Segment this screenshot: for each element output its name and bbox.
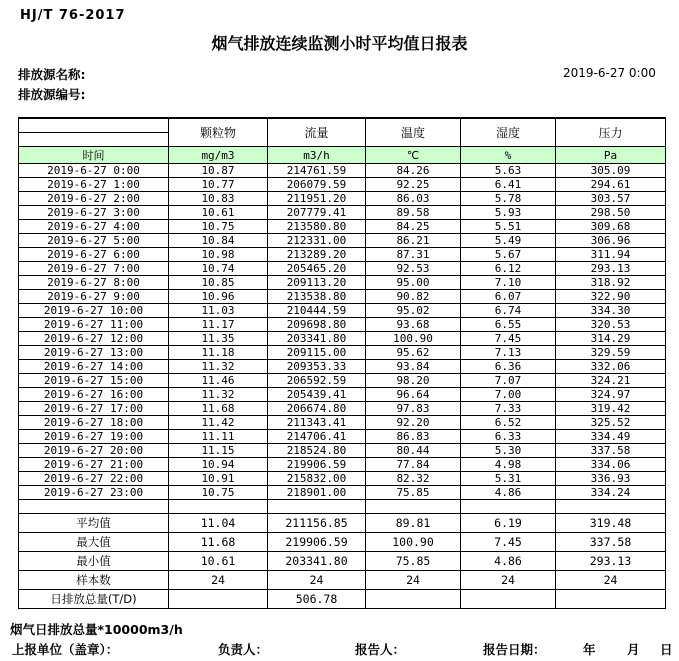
cell-pm: 10.83 (169, 192, 268, 206)
cell-time: 2019-6-27 19:00 (19, 430, 169, 444)
cell-pm: 24 (169, 571, 268, 590)
table-row (19, 402, 666, 416)
cell-time: 2019-6-27 0:00 (19, 164, 169, 178)
table-row (19, 444, 666, 458)
cell-humidity: 7.00 (461, 388, 556, 402)
table-row (19, 458, 666, 472)
cell-flow: 219906.59 (268, 458, 366, 472)
table-row (19, 332, 666, 346)
report-datetime: 2019-6-27 0:00 (563, 66, 656, 80)
cell-flow: 203341.80 (268, 332, 366, 346)
table-row (19, 304, 666, 318)
cell-pm: 11.68 (169, 533, 268, 552)
year-label: 年 (583, 642, 596, 657)
cell-pressure: 337.58 (556, 533, 666, 552)
cell-pressure: 305.09 (556, 164, 666, 178)
cell-temp: 95.02 (366, 304, 461, 318)
month-label: 月 (627, 642, 640, 657)
summary-row (19, 590, 666, 609)
table-row (19, 430, 666, 444)
table-row (19, 346, 666, 360)
spacer-row (19, 500, 666, 514)
table-row (19, 472, 666, 486)
cell-time: 2019-6-27 5:00 (19, 234, 169, 248)
cell-pressure: 303.57 (556, 192, 666, 206)
cell-humidity: 7.13 (461, 346, 556, 360)
header-row-top (19, 118, 666, 133)
cell-humidity: 6.74 (461, 304, 556, 318)
cell-flow: 506.78 (268, 590, 366, 609)
cell-flow: 218901.00 (268, 486, 366, 500)
cell-pm: 10.61 (169, 552, 268, 571)
col-header-temp: 温度 (366, 118, 461, 147)
cell-pm: 11.04 (169, 514, 268, 533)
report-table (18, 117, 666, 609)
cell-humidity: 6.12 (461, 262, 556, 276)
cell-pressure: 306.96 (556, 234, 666, 248)
source-name-label: 排放源名称: (18, 67, 86, 82)
summary-row (19, 552, 666, 571)
cell-humidity: 6.19 (461, 514, 556, 533)
cell-humidity: 6.52 (461, 416, 556, 430)
cell-humidity: 5.67 (461, 248, 556, 262)
cell-pm: 11.42 (169, 416, 268, 430)
cell-temp: 92.53 (366, 262, 461, 276)
cell-flow: 213580.80 (268, 220, 366, 234)
cell-temp: 24 (366, 571, 461, 590)
cell-temp: 86.83 (366, 430, 461, 444)
cell-flow: 205439.41 (268, 388, 366, 402)
summary-rows (19, 514, 666, 609)
cell-pm: 10.84 (169, 234, 268, 248)
cell-pm: 11.35 (169, 332, 268, 346)
cell-pm: 11.17 (169, 318, 268, 332)
table-row (19, 234, 666, 248)
cell-humidity: 5.78 (461, 192, 556, 206)
cell-time: 2019-6-27 21:00 (19, 458, 169, 472)
col-header-flow: 流量 (268, 118, 366, 147)
cell-pressure: 314.29 (556, 332, 666, 346)
cell-pressure: 319.42 (556, 402, 666, 416)
cell-time: 2019-6-27 3:00 (19, 206, 169, 220)
cell-time: 2019-6-27 10:00 (19, 304, 169, 318)
summary-label: 日排放总量(T/D) (19, 590, 169, 609)
cell-pm: 11.03 (169, 304, 268, 318)
unit-humidity: % (461, 147, 556, 164)
cell-pressure: 332.06 (556, 360, 666, 374)
cell-pressure: 293.13 (556, 552, 666, 571)
unit-flow: m3/h (268, 147, 366, 164)
table-row (19, 486, 666, 500)
cell-pressure: 294.61 (556, 178, 666, 192)
cell-pm: 11.11 (169, 430, 268, 444)
summary-label: 最大值 (19, 533, 169, 552)
cell-time: 2019-6-27 12:00 (19, 332, 169, 346)
cell-temp: 92.25 (366, 178, 461, 192)
cell-time: 2019-6-27 13:00 (19, 346, 169, 360)
cell-pm: 11.15 (169, 444, 268, 458)
col-header-pm: 颗粒物 (169, 118, 268, 147)
cell-temp: 89.81 (366, 514, 461, 533)
cell-flow: 211951.20 (268, 192, 366, 206)
cell-temp: 87.31 (366, 248, 461, 262)
cell-pressure: 298.50 (556, 206, 666, 220)
cell-humidity: 6.55 (461, 318, 556, 332)
cell-humidity: 5.93 (461, 206, 556, 220)
report-date-label: 报告日期： (483, 642, 546, 657)
cell-pm: 11.46 (169, 374, 268, 388)
cell-pressure: 311.94 (556, 248, 666, 262)
cell-time: 2019-6-27 6:00 (19, 248, 169, 262)
cell-time: 2019-6-27 9:00 (19, 290, 169, 304)
cell-flow: 213289.20 (268, 248, 366, 262)
cell-temp: 75.85 (366, 552, 461, 571)
cell-temp: 90.82 (366, 290, 461, 304)
cell-humidity: 4.86 (461, 552, 556, 571)
cell-time: 2019-6-27 18:00 (19, 416, 169, 430)
cell-flow: 215832.00 (268, 472, 366, 486)
cell-pm: 10.85 (169, 276, 268, 290)
table-row (19, 164, 666, 178)
cell-temp: 84.25 (366, 220, 461, 234)
cell-flow: 206592.59 (268, 374, 366, 388)
cell-flow: 24 (268, 571, 366, 590)
table-row (19, 360, 666, 374)
cell-humidity: 7.45 (461, 533, 556, 552)
source-id-label: 排放源编号: (18, 87, 86, 102)
standard-code: HJ/T 76-2017 (20, 8, 126, 23)
cell-temp: 100.90 (366, 533, 461, 552)
cell-flow: 211156.85 (268, 514, 366, 533)
cell-pm: 10.87 (169, 164, 268, 178)
cell-temp: 95.62 (366, 346, 461, 360)
cell-temp: 86.21 (366, 234, 461, 248)
cell-pm: 10.96 (169, 290, 268, 304)
cell-flow: 219906.59 (268, 533, 366, 552)
total-emission-note: 烟气日排放总量*10000m3/h (10, 622, 183, 637)
data-rows (19, 164, 666, 500)
cell-pressure: 336.93 (556, 472, 666, 486)
cell-time: 2019-6-27 7:00 (19, 262, 169, 276)
cell-flow: 209113.20 (268, 276, 366, 290)
table-row (19, 206, 666, 220)
cell-humidity: 7.33 (461, 402, 556, 416)
cell-pressure: 334.30 (556, 304, 666, 318)
cell-pressure: 324.97 (556, 388, 666, 402)
summary-label: 平均值 (19, 514, 169, 533)
cell-temp: 86.03 (366, 192, 461, 206)
cell-time: 2019-6-27 2:00 (19, 192, 169, 206)
cell-humidity (461, 590, 556, 609)
cell-flow: 212331.00 (268, 234, 366, 248)
summary-row (19, 571, 666, 590)
cell-pm (169, 590, 268, 609)
cell-humidity: 4.86 (461, 486, 556, 500)
cell-temp: 93.84 (366, 360, 461, 374)
table-row (19, 290, 666, 304)
cell-pm: 10.94 (169, 458, 268, 472)
cell-flow: 209115.00 (268, 346, 366, 360)
header-blank-cell (19, 133, 169, 147)
cell-pm: 10.91 (169, 472, 268, 486)
cell-temp: 95.00 (366, 276, 461, 290)
cell-humidity: 6.36 (461, 360, 556, 374)
cell-pressure: 329.59 (556, 346, 666, 360)
cell-time: 2019-6-27 22:00 (19, 472, 169, 486)
cell-temp: 84.26 (366, 164, 461, 178)
cell-flow: 209353.33 (268, 360, 366, 374)
cell-flow: 209698.80 (268, 318, 366, 332)
cell-pressure: 337.58 (556, 444, 666, 458)
cell-pressure: 334.24 (556, 486, 666, 500)
cell-pm: 10.77 (169, 178, 268, 192)
cell-humidity: 7.45 (461, 332, 556, 346)
cell-time: 2019-6-27 17:00 (19, 402, 169, 416)
table-row (19, 374, 666, 388)
cell-flow: 206079.59 (268, 178, 366, 192)
table-row (19, 248, 666, 262)
table-row (19, 220, 666, 234)
cell-flow: 205465.20 (268, 262, 366, 276)
reporter-label: 报告人： (355, 642, 406, 657)
summary-row (19, 514, 666, 533)
table-row (19, 318, 666, 332)
cell-pm: 10.61 (169, 206, 268, 220)
cell-pm: 10.74 (169, 262, 268, 276)
units-row (19, 147, 666, 164)
cell-temp: 96.64 (366, 388, 461, 402)
cell-temp (366, 590, 461, 609)
cell-pressure: 24 (556, 571, 666, 590)
cell-temp: 92.20 (366, 416, 461, 430)
table-row (19, 178, 666, 192)
cell-time: 2019-6-27 11:00 (19, 318, 169, 332)
cell-temp: 77.84 (366, 458, 461, 472)
cell-humidity: 5.30 (461, 444, 556, 458)
day-label: 日 (660, 642, 673, 657)
cell-time: 2019-6-27 16:00 (19, 388, 169, 402)
header-blank-cell (19, 118, 169, 133)
cell-flow: 210444.59 (268, 304, 366, 318)
cell-time: 2019-6-27 4:00 (19, 220, 169, 234)
cell-pm: 10.98 (169, 248, 268, 262)
cell-pm: 10.75 (169, 486, 268, 500)
cell-pressure: 322.90 (556, 290, 666, 304)
cell-humidity: 6.33 (461, 430, 556, 444)
cell-time: 2019-6-27 15:00 (19, 374, 169, 388)
cell-humidity: 6.41 (461, 178, 556, 192)
cell-pm: 10.75 (169, 220, 268, 234)
cell-pm: 11.32 (169, 360, 268, 374)
cell-pressure: 334.49 (556, 430, 666, 444)
cell-temp: 97.83 (366, 402, 461, 416)
cell-humidity: 24 (461, 571, 556, 590)
page-title: 烟气排放连续监测小时平均值日报表 (211, 34, 468, 53)
table-row (19, 388, 666, 402)
cell-pressure: 325.52 (556, 416, 666, 430)
cell-temp: 93.68 (366, 318, 461, 332)
table-row (19, 192, 666, 206)
cell-flow: 213538.80 (268, 290, 366, 304)
cell-temp: 82.32 (366, 472, 461, 486)
cell-humidity: 5.63 (461, 164, 556, 178)
time-header-cell: 时间 (19, 147, 169, 164)
cell-pressure: 334.06 (556, 458, 666, 472)
cell-pm: 11.32 (169, 388, 268, 402)
cell-flow: 218524.80 (268, 444, 366, 458)
cell-temp: 75.85 (366, 486, 461, 500)
cell-pressure: 324.21 (556, 374, 666, 388)
cell-flow: 211343.41 (268, 416, 366, 430)
cell-humidity: 5.49 (461, 234, 556, 248)
summary-label: 样本数 (19, 571, 169, 590)
cell-flow: 207779.41 (268, 206, 366, 220)
cell-humidity: 7.07 (461, 374, 556, 388)
manager-label: 负责人： (218, 642, 269, 657)
reporting-unit-label: 上报单位（盖章）： (12, 642, 119, 657)
unit-pm: mg/m3 (169, 147, 268, 164)
cell-pressure: 318.92 (556, 276, 666, 290)
cell-pressure: 320.53 (556, 318, 666, 332)
cell-time: 2019-6-27 1:00 (19, 178, 169, 192)
cell-time: 2019-6-27 14:00 (19, 360, 169, 374)
cell-time: 2019-6-27 23:00 (19, 486, 169, 500)
cell-flow: 203341.80 (268, 552, 366, 571)
unit-temp: ℃ (366, 147, 461, 164)
cell-temp: 98.20 (366, 374, 461, 388)
summary-label: 最小值 (19, 552, 169, 571)
cell-pressure: 319.48 (556, 514, 666, 533)
cell-humidity: 4.98 (461, 458, 556, 472)
cell-pressure: 309.68 (556, 220, 666, 234)
cell-temp: 80.44 (366, 444, 461, 458)
cell-humidity: 5.51 (461, 220, 556, 234)
cell-humidity: 5.31 (461, 472, 556, 486)
cell-time: 2019-6-27 20:00 (19, 444, 169, 458)
unit-pressure: Pa (556, 147, 666, 164)
cell-flow: 214706.41 (268, 430, 366, 444)
table-row (19, 416, 666, 430)
cell-flow: 214761.59 (268, 164, 366, 178)
col-header-humidity: 湿度 (461, 118, 556, 147)
cell-time: 2019-6-27 8:00 (19, 276, 169, 290)
cell-temp: 100.90 (366, 332, 461, 346)
table-row (19, 276, 666, 290)
col-header-pressure: 压力 (556, 118, 666, 147)
cell-pressure (556, 590, 666, 609)
cell-pm: 11.68 (169, 402, 268, 416)
table-row (19, 262, 666, 276)
cell-humidity: 6.07 (461, 290, 556, 304)
cell-pm: 11.18 (169, 346, 268, 360)
cell-pressure: 293.13 (556, 262, 666, 276)
cell-humidity: 7.10 (461, 276, 556, 290)
cell-flow: 206674.80 (268, 402, 366, 416)
summary-row (19, 533, 666, 552)
cell-temp: 89.58 (366, 206, 461, 220)
